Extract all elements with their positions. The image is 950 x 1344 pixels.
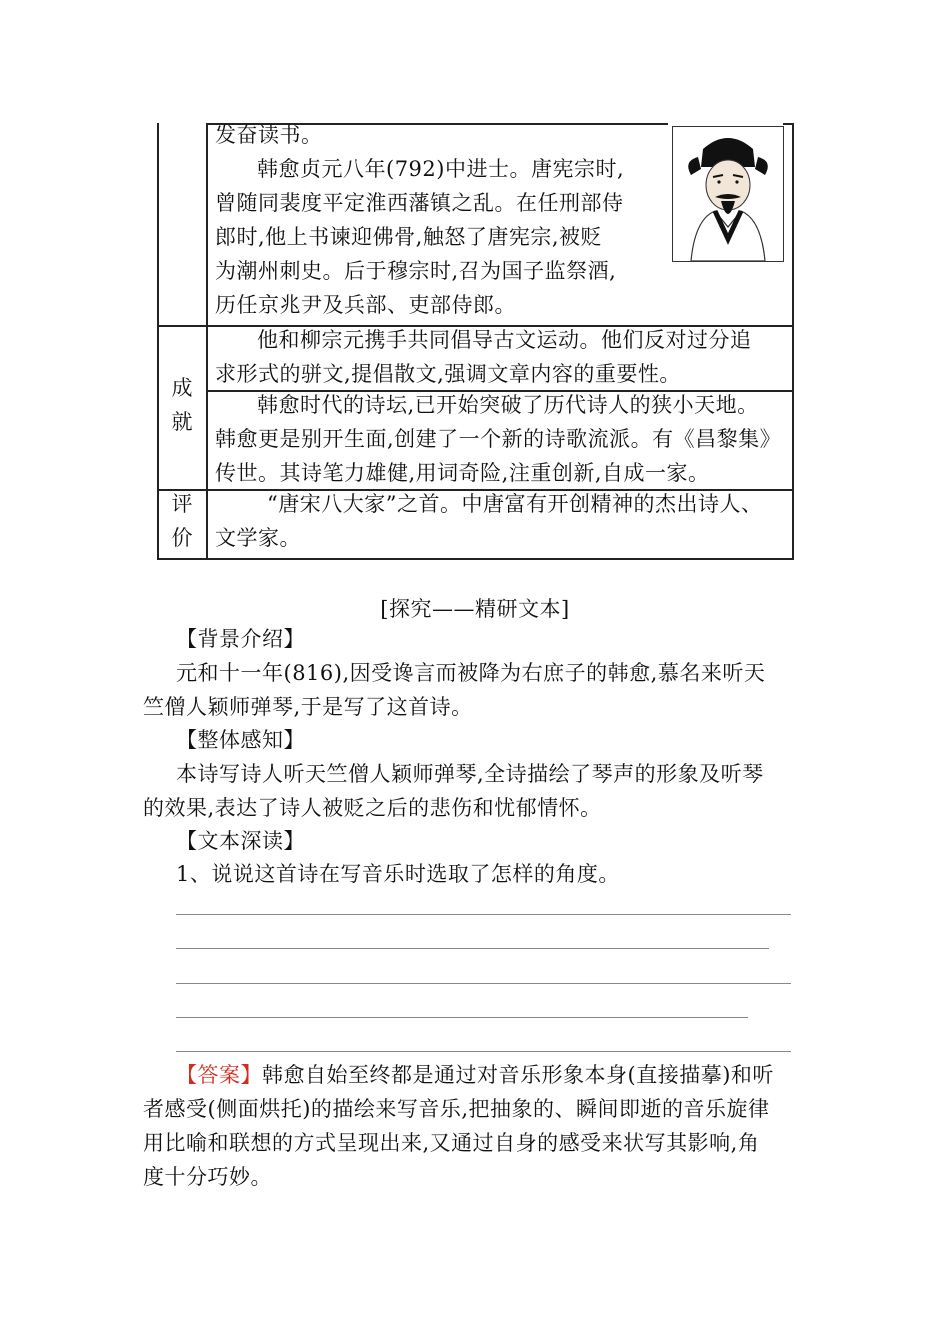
text-line: 本诗写诗人听天竺僧人颖师弹琴,全诗描绘了琴声的形象及听琴 bbox=[176, 762, 764, 786]
biography-table bbox=[157, 123, 794, 560]
row-label-achievement bbox=[157, 371, 207, 439]
question-1: 1、说说这首诗在写音乐时选取了怎样的角度。 bbox=[176, 862, 620, 886]
table-top-border-right bbox=[783, 123, 793, 125]
text-line: 竺僧人颖师弹琴,于是写了这首诗。 bbox=[143, 695, 473, 719]
text-line: 郎时,他上书谏迎佛骨,触怒了唐宪宗,被贬 bbox=[215, 225, 603, 249]
answer-blank-line[interactable] bbox=[176, 914, 791, 915]
text-line: 为潮州刺史。后于穆宗时,召为国子监祭酒, bbox=[215, 259, 617, 283]
answer-blank-line[interactable] bbox=[176, 1017, 748, 1018]
table-bottom-border bbox=[157, 558, 794, 560]
row-biography-text bbox=[215, 118, 655, 322]
han-yu-portrait-icon bbox=[672, 126, 784, 262]
text-line: 曾随同裴度平定淮西藩镇之乱。在任刑部侍 bbox=[215, 191, 624, 215]
answer-blank-line[interactable] bbox=[176, 1051, 791, 1052]
row-evaluation-text bbox=[215, 487, 795, 555]
section-title: [探究——精研文本] bbox=[380, 597, 570, 621]
label-char: 就 bbox=[171, 410, 193, 434]
answer-blank-line[interactable] bbox=[176, 983, 791, 984]
answer-first-line bbox=[143, 1058, 813, 1092]
answer-paragraph bbox=[143, 1058, 813, 1194]
answer-blank-line[interactable] bbox=[176, 948, 769, 949]
text-line: 传世。其诗笔力雄健,用词奇险,注重创新,自成一家。 bbox=[215, 461, 710, 485]
row-achievement-text-a bbox=[215, 323, 795, 391]
text-line: 他和柳宗元携手共同倡导古文运动。他们反对过分追 bbox=[257, 328, 752, 352]
text-line: 度十分巧妙。 bbox=[143, 1165, 272, 1189]
text-line: 元和十一年(816),因受谗言而被降为右庶子的韩愈,慕名来听天 bbox=[176, 661, 766, 685]
text-line: 者感受(侧面烘托)的描绘来写音乐,把抽象的、瞬间即逝的音乐旋律 bbox=[143, 1097, 770, 1121]
reading-heading: 【文本深读】 bbox=[176, 829, 305, 853]
label-char: 价 bbox=[171, 526, 193, 550]
text-line: 发奋读书。 bbox=[215, 123, 323, 147]
text-line: 韩愈时代的诗坛,已开始突破了历代诗人的狭小天地。 bbox=[257, 393, 759, 417]
label-char: 评 bbox=[171, 492, 193, 516]
row-achievement-text-b bbox=[215, 388, 795, 490]
overview-paragraph bbox=[143, 757, 813, 825]
row-label-evaluation bbox=[157, 487, 207, 555]
text-line: 韩愈自始至终都是通过对音乐形象本身(直接描摹)和听 bbox=[262, 1063, 774, 1087]
text-line: 求形式的骈文,提倡散文,强调文章内容的重要性。 bbox=[215, 362, 681, 386]
text-line: 韩愈贞元八年(792)中进士。唐宪宗时, bbox=[257, 157, 625, 181]
label-char: 成 bbox=[171, 376, 193, 400]
text-line: 用比喻和联想的方式呈现出来,又通过自身的感受来状写其影响,角 bbox=[143, 1131, 760, 1155]
background-heading: 【背景介绍】 bbox=[176, 627, 305, 651]
overview-heading: 【整体感知】 bbox=[176, 728, 305, 752]
text-line: 历任京兆尹及兵部、吏部侍郎。 bbox=[215, 293, 516, 317]
background-paragraph bbox=[143, 656, 813, 724]
answer-label: 【答案】 bbox=[176, 1063, 262, 1087]
text-line: 韩愈更是别开生面,创建了一个新的诗歌流派。有《昌黎集》 bbox=[215, 427, 782, 451]
text-line: 的效果,表达了诗人被贬之后的悲伤和忧郁情怀。 bbox=[143, 796, 602, 820]
text-line: “唐宋八大家”之首。中唐富有开创精神的杰出诗人、 bbox=[267, 492, 763, 516]
text-line: 文学家。 bbox=[215, 526, 301, 550]
